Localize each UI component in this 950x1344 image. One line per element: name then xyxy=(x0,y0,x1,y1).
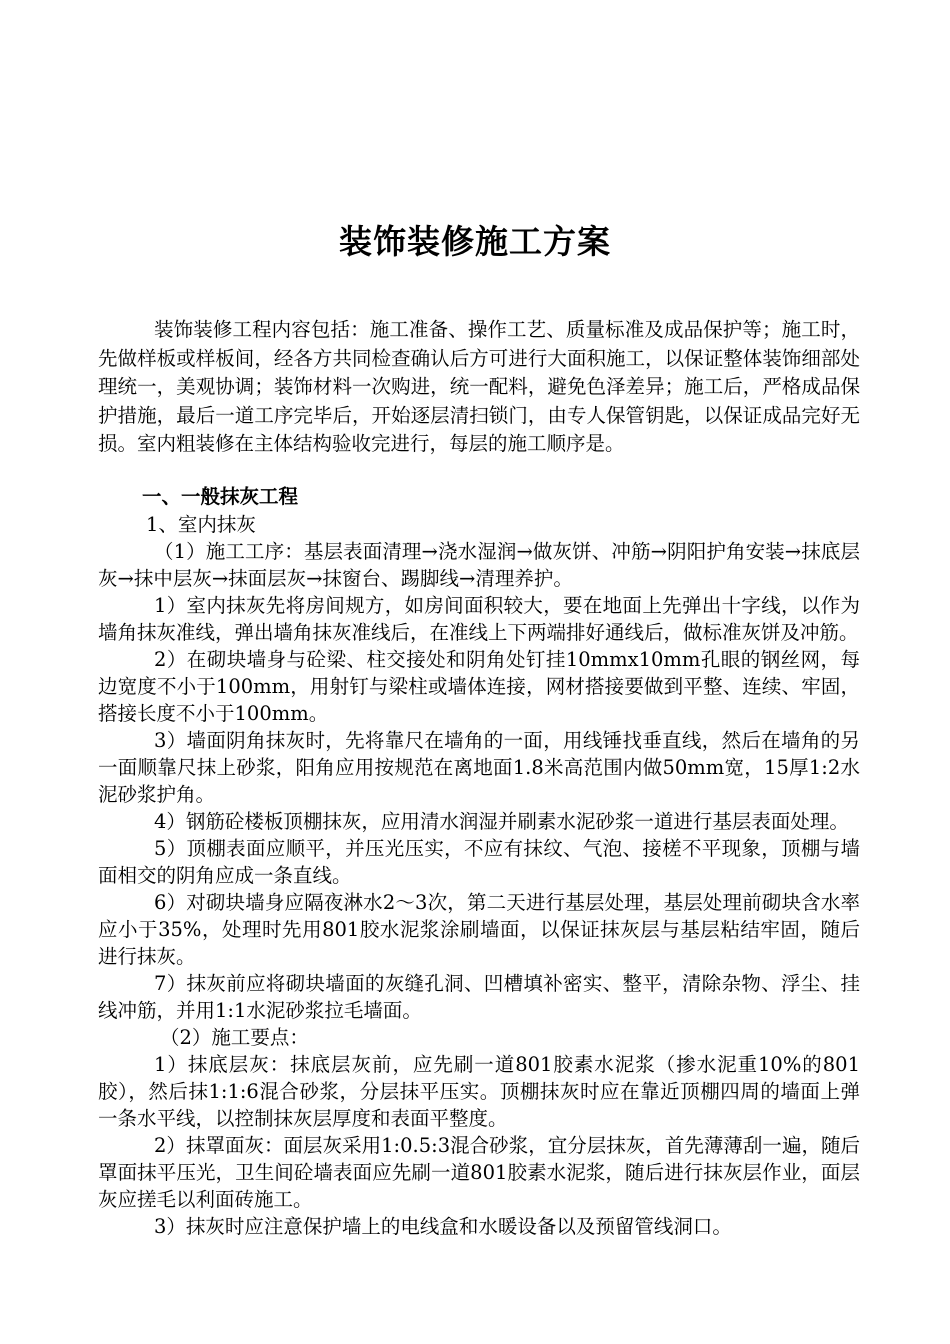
document-title: 装饰装修施工方案 xyxy=(339,222,611,261)
list-item: 2）在砌块墙身与砼梁、柱交接处和阴角处钉挂10mmx10mm孔眼的钢丝网，每边宽度不小于100mm，用射钉与梁柱或墙体连接，网材搭接要做到平整、连续、牢固，搭接长度不小于100mm。 xyxy=(98,647,860,725)
list-item: 6）对砌块墙身应隔夜淋水2～3次，第二天进行基层处理，基层处理前砌块含水率应小于35%，处理时先用801胶水泥浆涂刷墙面，以保证抹灰层与基层粘结牢固，随后进行抹灰。 xyxy=(98,890,860,968)
subsection-heading: 1、室内抹灰 xyxy=(146,512,256,536)
list-item: 5）顶棚表面应顺平，并压光压实，不应有抹纹、气泡、接槎不平现象，顶棚与墙面相交的阴角应成一条直线。 xyxy=(98,836,860,887)
list-item: 1）室内抹灰先将房间规方，如房间面积较大，要在地面上先弹出十字线，以作为墙角抹灰准线，弹出墙角抹灰准线后，在准线上下两端排好通线后，做标准灰饼及冲筋。 xyxy=(98,593,860,644)
list-item: 2）抹罩面灰：面层灰采用1:0.5:3混合砂浆，宜分层抹灰，首先薄薄刮一遍，随后罩面抹平压光，卫生间砼墙表面应先刷一道801胶素水泥浆，随后进行抹灰层作业，面层灰应搓毛以利面砖施工。 xyxy=(98,1133,860,1211)
document-body xyxy=(98,316,860,1240)
list-item: 3）抹灰时应注意保护墙上的电线盒和水暖设备以及预留管线洞口。 xyxy=(154,1214,732,1238)
construction-sequence-paragraph: （1）施工工序：基层表面清理→浇水湿润→做灰饼、冲筋→阴阳护角安装→抹底层灰→抹中层灰→抹面层灰→抹窗台、踢脚线→清理养护。 xyxy=(98,539,860,590)
intro-paragraph: 装饰装修工程内容包括：施工准备、操作工艺、质量标准及成品保护等；施工时，先做样板或样板间，经各方共同检查确认后方可进行大面积施工，以保证整体装饰细部处理统一，美观协调；装饰材料一次购进，统一配料，避免色泽差异；施工后，严格成品保护措施，最后一道工序完毕后，开始逐层清扫锁门，由专人保管钥匙，以保证成品完好无损。室内粗装修在主体结构验收完进行，每层的施工顺序是。 xyxy=(98,318,860,455)
list-item: 3）墙面阴角抹灰时，先将靠尺在墙角的一面，用线锤找垂直线，然后在墙角的另一面顺靠尺抹上砂浆，阳角应用按规范在离地面1.8米高范围内做50mm宽，15厚1:2水泥砂浆护角。 xyxy=(98,728,860,806)
section-heading: 一、一般抹灰工程 xyxy=(142,484,299,508)
list-item: 7）抹灰前应将砌块墙面的灰缝孔洞、凹槽填补密实、整平，清除杂物、浮尘、挂线冲筋，并用1:1水泥砂浆拉毛墙面。 xyxy=(98,971,860,1022)
key-points-heading: （2）施工要点： xyxy=(160,1025,309,1049)
list-item: 1）抹底层灰：抹底层灰前，应先刷一道801胶素水泥浆（掺水泥重10%的801胶），然后抹1:1:6混合砂浆，分层抹平压实。顶棚抹灰时应在靠近顶棚四周的墙面上弹一条水平线，以控制抹灰层厚度和表面平整度。 xyxy=(98,1052,860,1130)
list-item: 4）钢筋砼楼板顶棚抹灰，应用清水润湿并刷素水泥砂浆一道进行基层表面处理。 xyxy=(154,809,849,833)
